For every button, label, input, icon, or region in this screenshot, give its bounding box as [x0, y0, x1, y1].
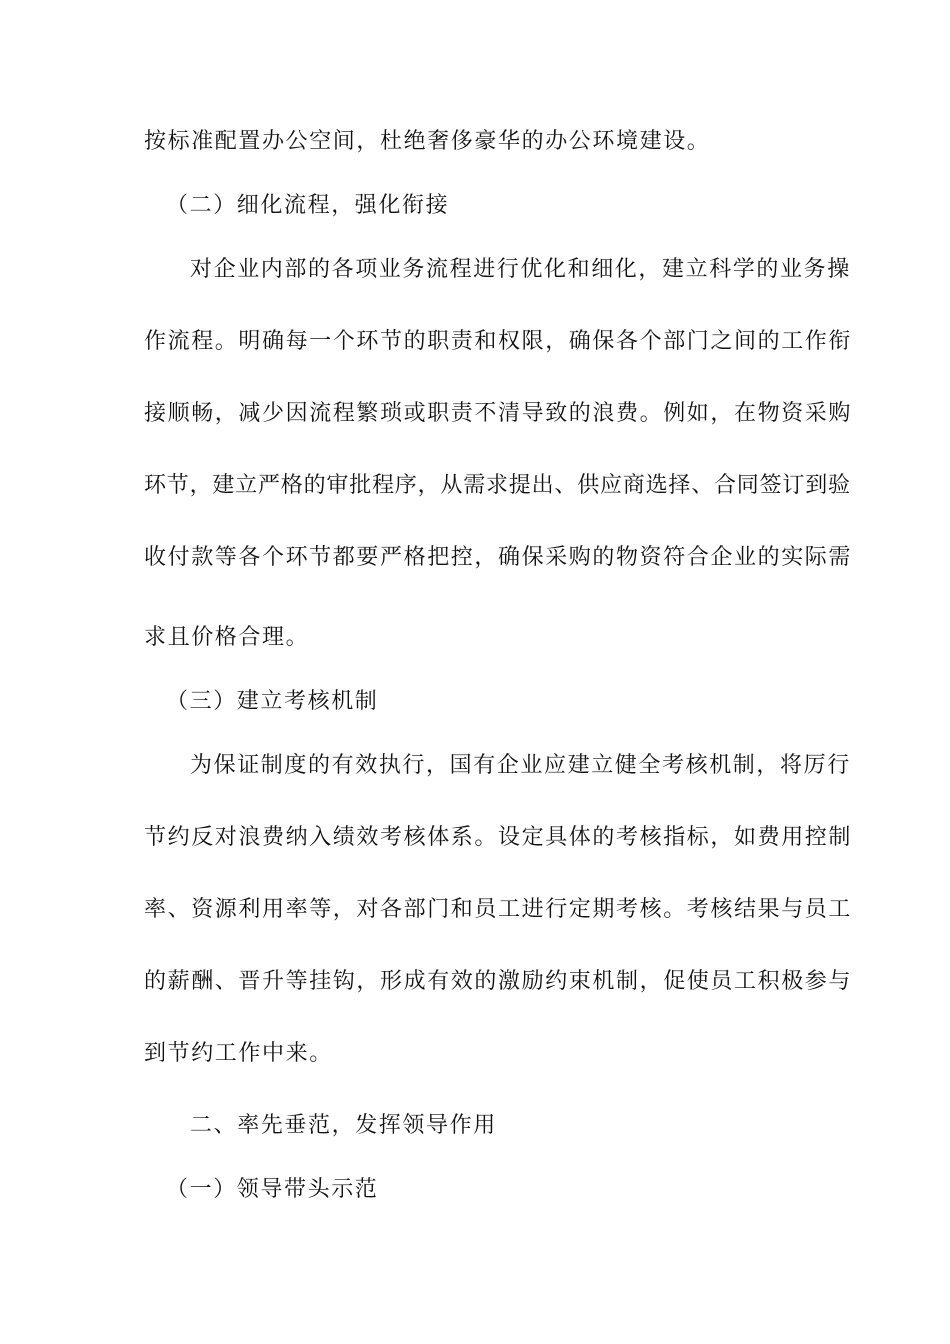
paragraph-line: 环节，建立严格的审批程序，从需求提出、供应商选择、合同签订到验 — [144, 473, 851, 498]
chapter-heading: 二、率先垂范，发挥领导作用 — [190, 1113, 497, 1138]
paragraph-line: 收付款等各个环节都要严格把控，确保采购的物资符合企业的实际需 — [144, 545, 853, 570]
paragraph-line: 求且价格合理。 — [144, 625, 310, 650]
paragraph-line: 对企业内部的各项业务流程进行优化和细化，建立科学的业务操 — [190, 257, 851, 282]
section-heading: （二）细化流程，强化衔接 — [166, 193, 450, 218]
section-heading: （三）建立考核机制 — [166, 689, 379, 714]
paragraph-line: 率、资源利用率等，对各部门和员工进行定期考核。考核结果与员工 — [144, 897, 853, 922]
paragraph-line: 作流程。明确每一个环节的职责和权限，确保各个部门之间的工作衔 — [144, 329, 853, 354]
paragraph-line: 节约反对浪费纳入绩效考核体系。设定具体的考核指标，如费用控制 — [144, 825, 853, 850]
paragraph-line: 到节约工作中来。 — [144, 1041, 333, 1066]
paragraph-line: 按标准配置办公空间，杜绝奢侈豪华的办公环境建设。 — [144, 129, 711, 154]
paragraph-line: 为保证制度的有效执行，国有企业应建立健全考核机制，将厉行 — [190, 753, 851, 778]
paragraph-line: 接顺畅，减少因流程繁琐或职责不清导致的浪费。例如，在物资采购 — [144, 401, 853, 426]
paragraph-line: 的薪酬、晋升等挂钩，形成有效的激励约束机制，促使员工积极参与 — [144, 969, 853, 994]
section-heading: （一）领导带头示范 — [166, 1177, 379, 1202]
